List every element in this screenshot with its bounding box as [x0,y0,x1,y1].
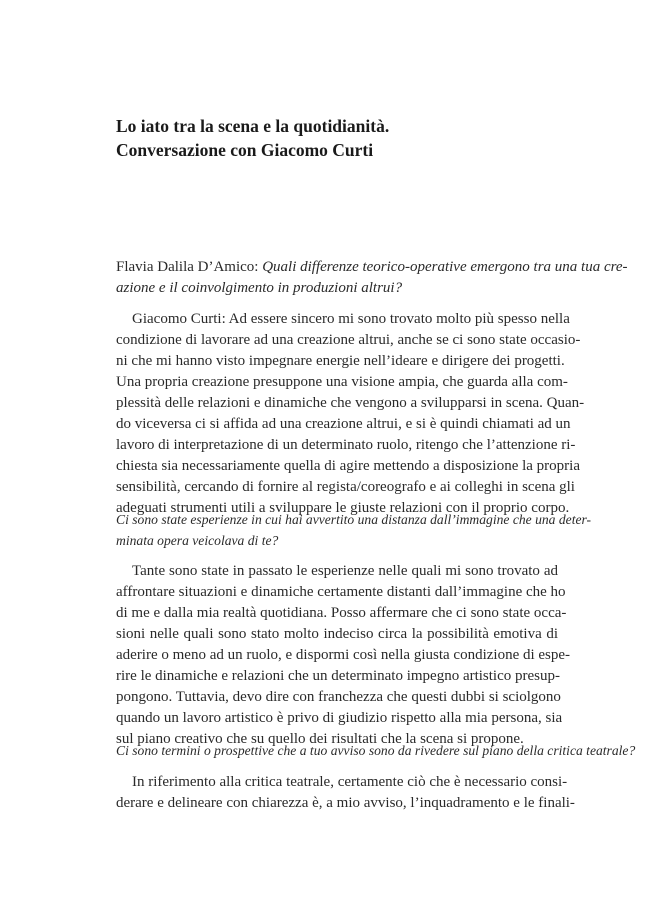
answer-2-line: sioni nelle quali sono stato molto indeciso circa la possibilità emotiva di [116,626,558,642]
answer-1-line: Giacomo Curti: Ad essere sincero mi sono trovato molto più spesso nella [132,311,570,327]
answer-1-line: chiesta sia necessariamente quella di agire mettendo a disposizione la propria [116,458,580,474]
answer-1-line: plessità delle relazioni e dinamiche che vengono a svilupparsi in scena. Quan- [116,395,585,411]
question-3-line: Ci sono termini o prospettive che a tuo avviso sono da rivedere sul piano della critica teatrale? [116,743,636,758]
answer-2 [116,561,571,750]
answer-2-line: quando un lavoro artistico è privo di giudizio rispetto alla mia persona, sia [116,710,563,726]
answer-1-line: sensibilità, cercando di fornire al regista/coreografo e ai colleghi in scena gli [116,479,575,495]
question-1-line-2: azione e il coinvolgimento in produzioni altrui? [116,280,403,296]
question-2 [116,509,592,551]
answer-2-line: rire le dinamiche e relazioni che un determinato impegno artistico presup- [116,668,560,684]
answer-1-line: ni che mi hanno visto impegnare energie nell’ideare e dirigere dei progetti. [116,353,565,369]
answer-2-line: pongono. Tuttavia, devo dire con franchezza che questi dubbi si sciolgono [116,689,561,705]
question-1-line-1 [116,257,628,278]
answer-2-line: sul piano creativo che su quello dei risultati che la scena si propone. [116,731,524,747]
speaker-name: Flavia Dalila D’Amico: [116,259,263,275]
answer-3 [116,772,575,814]
answer-1 [116,309,585,519]
title-line-1: Lo iato tra la scena e la quotidianità. [116,116,390,136]
answer-3-line: In riferimento alla critica teatrale, certamente ciò che è necessario consi- [132,774,568,790]
answer-1-line: lavoro di interpretazione di un determinato ruolo, ritengo che l’attenzione ri- [116,437,576,453]
question-2-line: Ci sono state esperienze in cui hai avvertito una distanza dall’immagine che una deter- [116,512,592,527]
answer-1-line: condizione di lavorare ad una creazione altrui, anche se ci sono state occasio- [116,332,581,348]
answer-1-line: Una propria creazione presuppone una visione ampia, che guarda alla com- [116,374,568,390]
question-1 [116,257,628,299]
answer-2-line: aderire o meno ad un ruolo, e dispormi così nella giusta condizione di espe- [116,647,571,663]
answer-2-line: affrontare situazioni e dinamiche certamente distanti dall’immagine che ho [116,584,566,600]
page-title [116,114,556,162]
question-2-line: minata opera veicolava di te? [116,533,279,548]
answer-2-line: Tante sono state in passato le esperienze nelle quali mi sono trovato ad [132,563,558,579]
question-text: Quali differenze teorico-operative emergono tra una tua cre- [262,259,628,275]
answer-1-line: adeguati strumenti utili a sviluppare le giuste relazioni con il proprio corpo. [116,500,570,516]
answer-2-line: di me e dalla mia realtà quotidiana. Posso affermare che ci sono state occa- [116,605,567,621]
answer-1-line: do viceversa ci si affida ad una creazione altrui, e si è quindi chiamati ad un [116,416,571,432]
answer-3-line: derare e delineare con chiarezza è, a mio avviso, l’inquadramento e le finali- [116,795,575,811]
title-line-2: Conversazione con Giacomo Curti [116,140,374,160]
question-3 [116,740,636,761]
